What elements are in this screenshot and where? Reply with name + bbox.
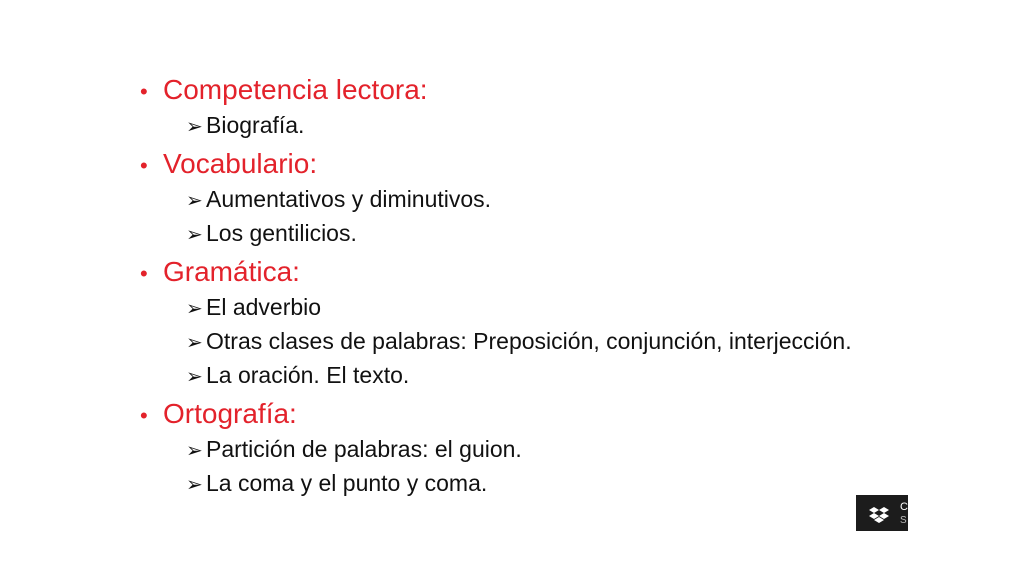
arrow-bullet-icon: ➢ (186, 440, 203, 462)
sub-item-list (186, 432, 940, 500)
bullet-icon: • (140, 403, 148, 428)
arrow-bullet-icon: ➢ (186, 190, 203, 212)
section-heading (140, 146, 940, 182)
section-heading-text: Competencia lectora: (163, 74, 428, 105)
outline (140, 72, 940, 500)
section-vocabulario (140, 146, 940, 250)
section-heading-text: Gramática: (163, 256, 300, 287)
section-heading (140, 254, 940, 290)
arrow-bullet-icon: ➢ (186, 474, 203, 496)
sub-item (186, 290, 940, 324)
arrow-bullet-icon: ➢ (186, 116, 203, 138)
sub-item-text: Aumentativos y diminutivos. (206, 186, 492, 212)
sub-item-list (186, 108, 940, 142)
sub-item (186, 358, 940, 392)
section-heading-text: Vocabulario: (163, 148, 318, 179)
sub-item (186, 432, 940, 466)
sub-item-text: Biografía. (206, 112, 305, 138)
section-ortografia (140, 396, 940, 500)
arrow-bullet-icon: ➢ (186, 332, 203, 354)
section-heading (140, 396, 940, 432)
dropbox-badge[interactable] (856, 495, 908, 531)
arrow-bullet-icon: ➢ (186, 224, 203, 246)
dropbox-icon (869, 507, 889, 523)
bullet-icon: • (140, 79, 148, 104)
section-heading-text: Ortografía: (163, 398, 297, 429)
section-gramatica (140, 254, 940, 392)
sub-item (186, 324, 940, 358)
sub-item-text: La oración. El texto. (206, 362, 410, 388)
sub-item-list (186, 290, 940, 392)
sub-item-text: Otras clases de palabras: Preposición, conjunción, interjección. (206, 328, 852, 354)
sub-item-list (186, 182, 940, 250)
sub-item-text: Partición de palabras: el guion. (206, 436, 522, 462)
badge-text: C (900, 501, 908, 513)
bullet-icon: • (140, 153, 148, 178)
sub-item (186, 216, 940, 250)
arrow-bullet-icon: ➢ (186, 366, 203, 388)
sub-item-text: La coma y el punto y coma. (206, 470, 488, 496)
sub-item-text: Los gentilicios. (206, 220, 357, 246)
section-competencia-lectora (140, 72, 940, 142)
section-heading (140, 72, 940, 108)
sub-item (186, 182, 940, 216)
sub-item (186, 466, 940, 500)
sub-item-text: El adverbio (206, 294, 322, 320)
bullet-icon: • (140, 261, 148, 286)
arrow-bullet-icon: ➢ (186, 298, 203, 320)
badge-subtext: S (900, 515, 907, 526)
sub-item (186, 108, 940, 142)
